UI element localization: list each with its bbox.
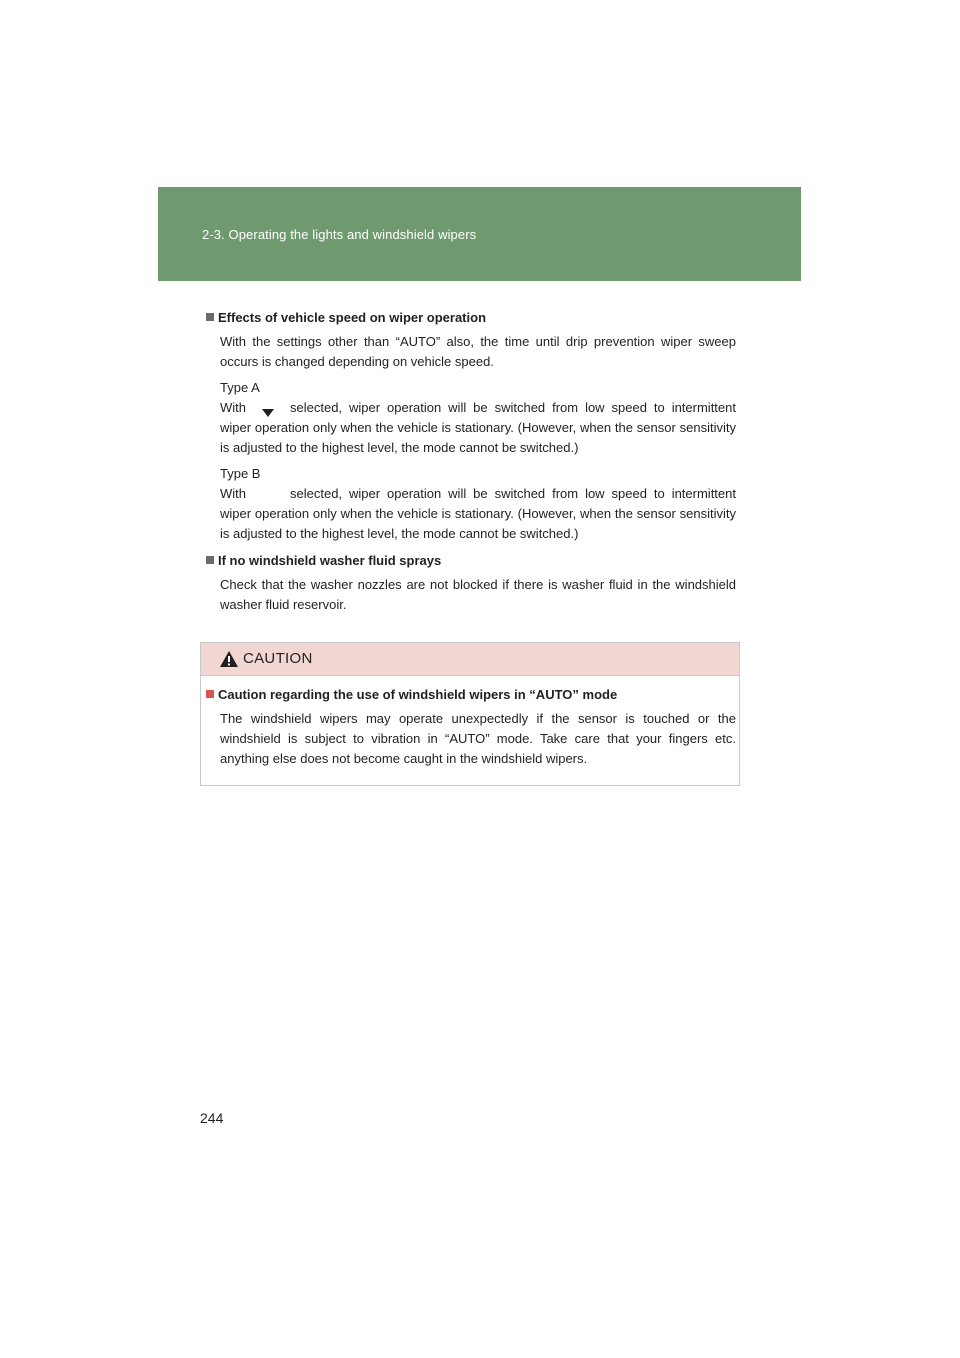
type-a-label: Type A [220, 380, 260, 395]
section-title: 2-3. Operating the lights and windshield wipers [202, 227, 477, 242]
washer-heading [206, 553, 736, 569]
square-bullet-icon [206, 556, 214, 564]
main-content [206, 310, 736, 615]
type-b-label: Type B [220, 466, 261, 481]
triangle-down-icon [262, 409, 274, 417]
washer-text: Check that the washer nozzles are not blocked if there is washer fluid in the windshield washer fluid reservoir. [220, 577, 736, 612]
caution-header [201, 643, 739, 676]
wiper-position-slot-a [246, 403, 290, 415]
caution-text: The windshield wipers may operate unexpectedly if the sensor is touched or the windshield is subject to vibration in “AUTO” mode. Take care that your fingers etc. anything else does not become caught in the windshield wipers. [220, 711, 736, 766]
caution-title: CAUTION [243, 650, 313, 667]
caution-heading-text: Caution regarding the use of windshield wipers in “AUTO” mode [218, 687, 618, 702]
type-b-paragraph [206, 484, 736, 544]
square-bullet-icon [206, 313, 214, 321]
type-a-paragraph [206, 398, 736, 458]
type-a-with: With [220, 400, 246, 415]
caution-heading [206, 687, 736, 703]
type-a-text: selected, wiper operation will be switched from low speed to intermittent wiper operation only when the vehicle is stationary. (However, when the sensor sensitivity is adjusted to the highest level, the mode cannot be switched.) [220, 400, 736, 455]
caution-box [200, 642, 740, 786]
page-number: 244 [200, 1110, 224, 1126]
effects-heading-text: Effects of vehicle speed on wiper operation [218, 310, 487, 325]
effects-heading [206, 310, 736, 326]
wiper-position-slot-b [246, 489, 290, 501]
square-bullet-icon [206, 690, 214, 698]
section-header-band [158, 187, 801, 281]
warning-triangle-icon [219, 650, 239, 668]
washer-heading-text: If no windshield washer fluid sprays [218, 553, 442, 568]
caution-body [206, 687, 736, 769]
effects-intro: With the settings other than “AUTO” also, the time until drip prevention wiper sweep occurs is changed depending on vehicle speed. [220, 334, 736, 369]
type-b-text: selected, wiper operation will be switched from low speed to intermittent wiper operation only when the vehicle is stationary. (However, when the sensor sensitivity is adjusted to the highest level, the mode cannot be switched.) [220, 486, 736, 541]
type-b-with: With [220, 486, 246, 501]
